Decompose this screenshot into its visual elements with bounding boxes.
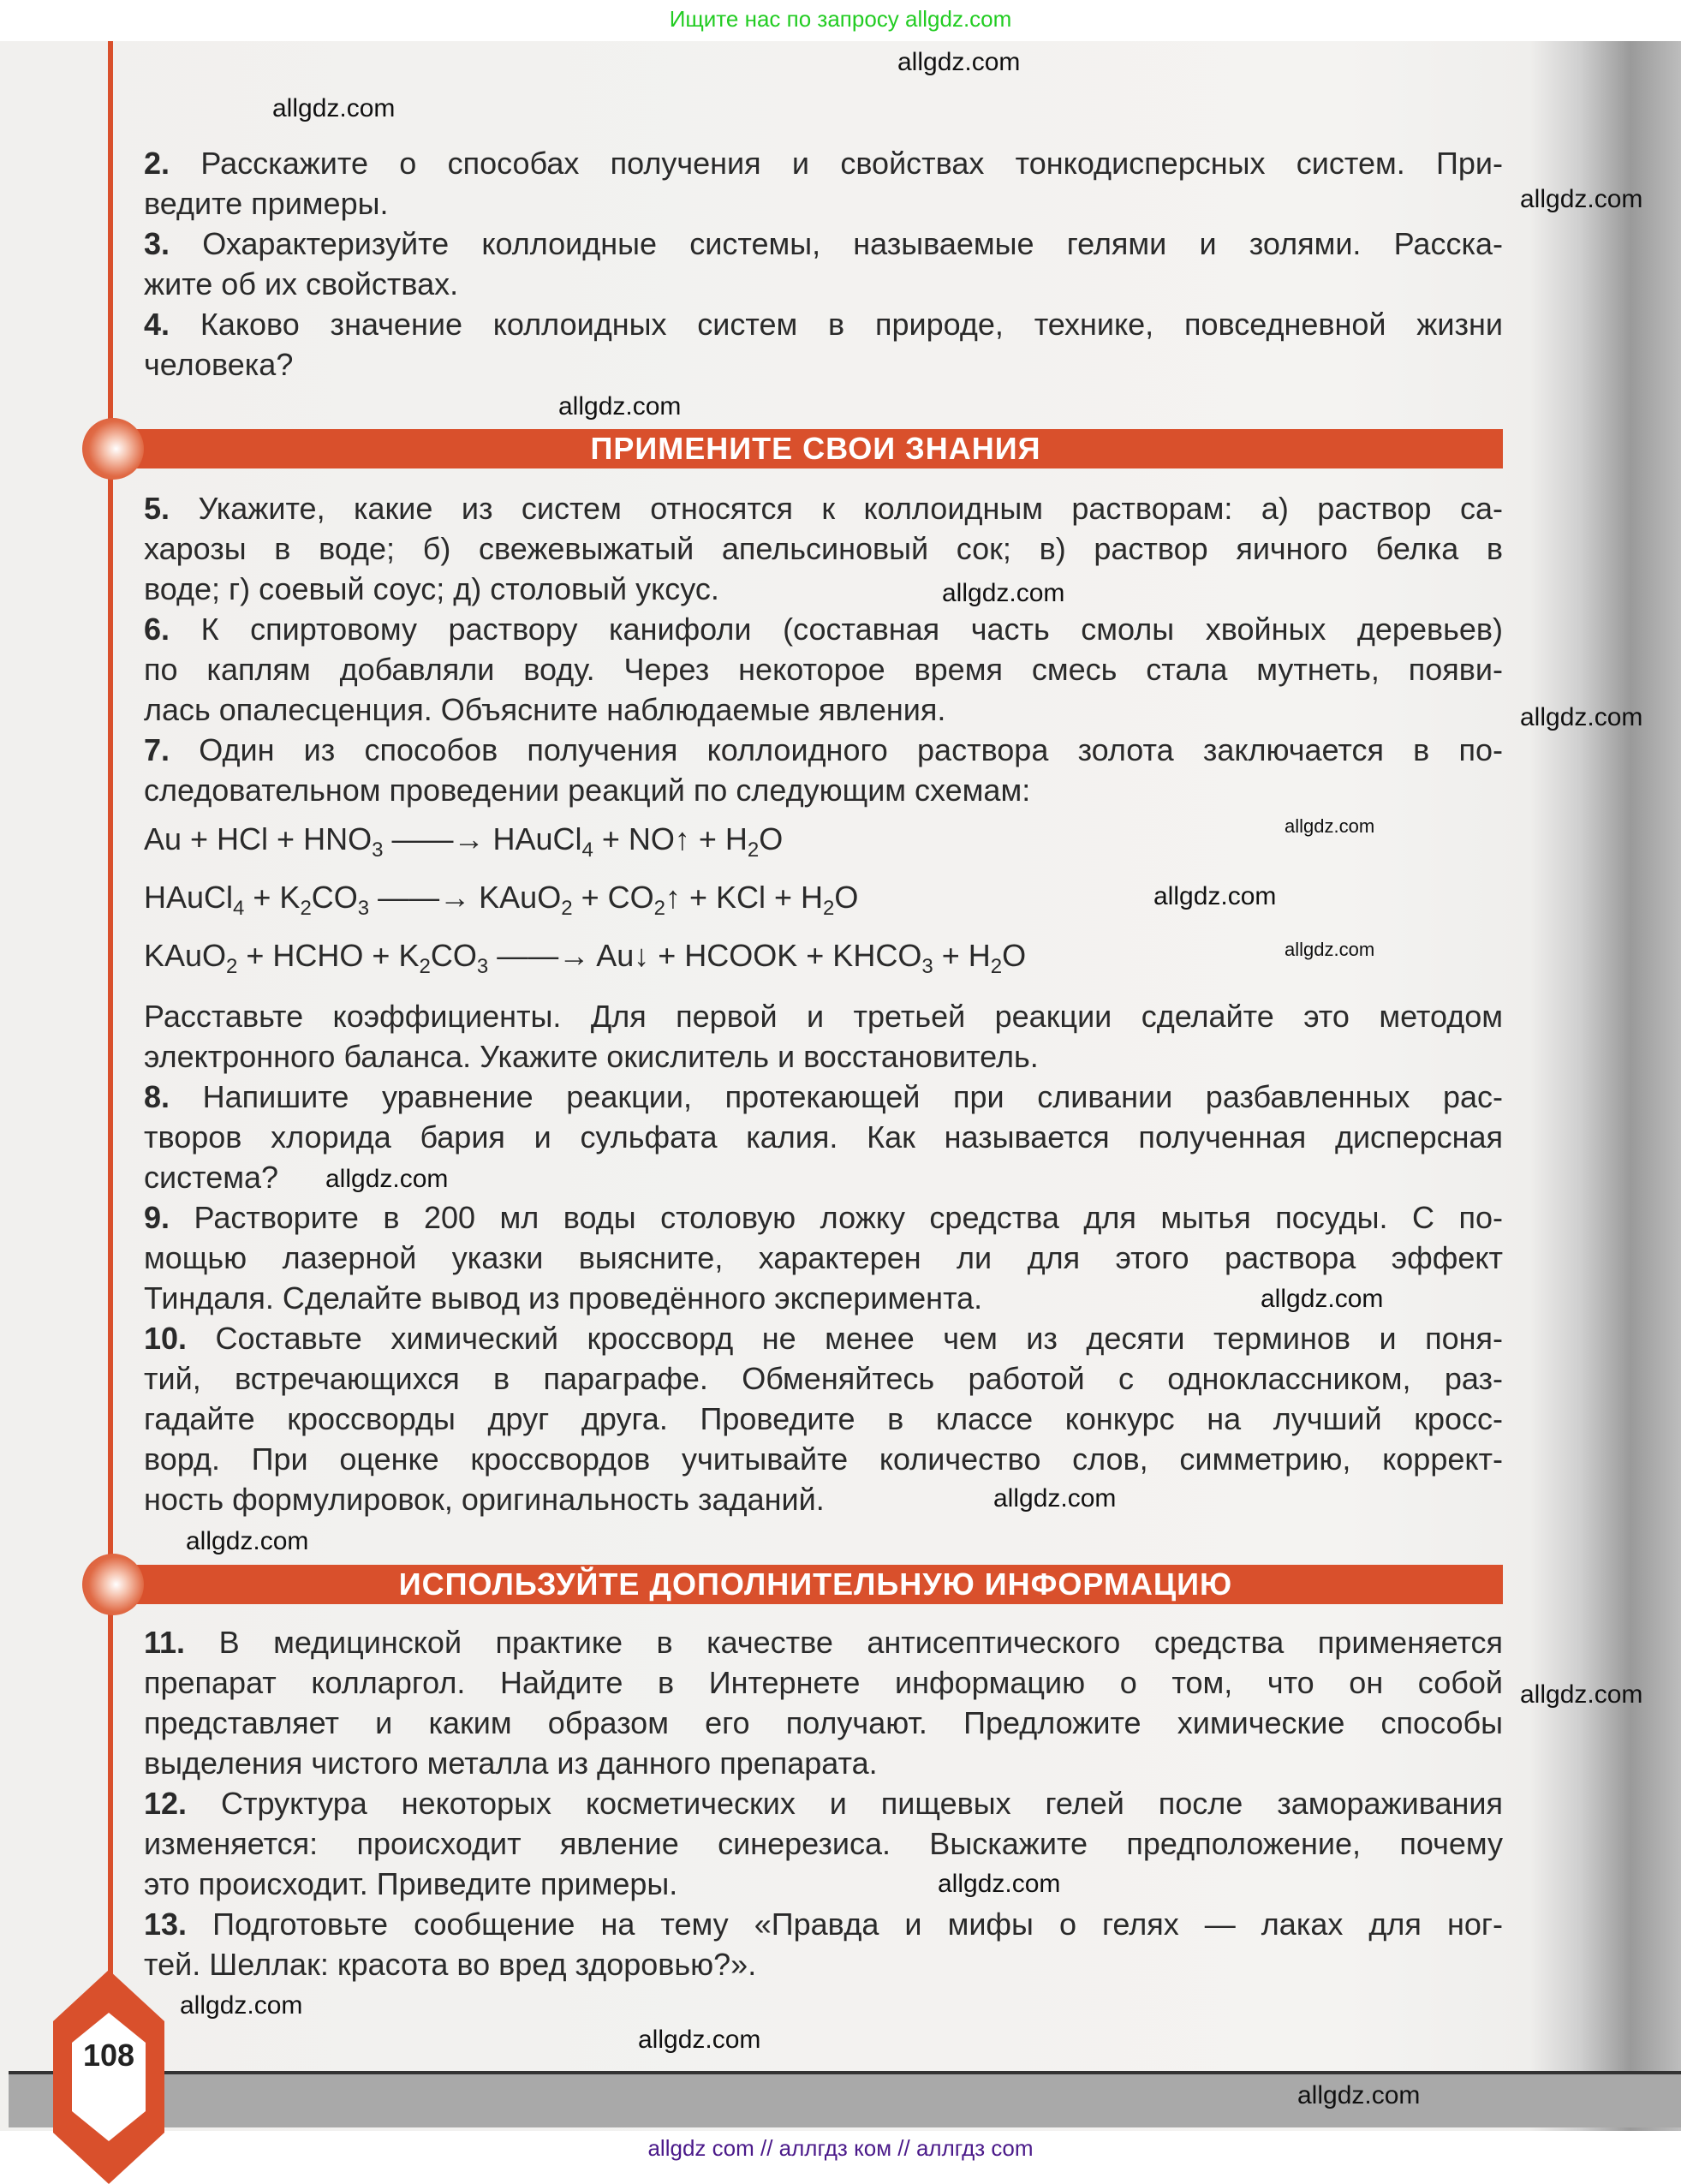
question-text: Укажите, какие из систем относятся к коллоидным растворам: а) раствор са- [198, 491, 1503, 526]
bullet-circle-icon [82, 418, 144, 480]
question-text: В медицинской практике в качестве антисептического средства применяется [218, 1625, 1503, 1660]
formula-part: ——→ KAuO [369, 880, 562, 915]
question-text: человека? [144, 347, 294, 382]
watermark: allgdz.com [1297, 2081, 1421, 2109]
question-text: электронного баланса. Укажите окислитель и восстановитель. [144, 1039, 1039, 1074]
watermark: allgdz.com [180, 1991, 303, 2020]
subscript: 2 [561, 897, 573, 920]
question-number: 9. [144, 1200, 170, 1235]
question-number: 7. [144, 732, 170, 767]
text-line [144, 1904, 1503, 1944]
formula-part: Au + HCl + HNO [144, 821, 373, 856]
text-line [144, 770, 1503, 810]
question-text: тей. Шеллак: красота во вред здоровью?». [144, 1947, 757, 1982]
question-text: система? [144, 1160, 279, 1195]
watermark: allgdz.com [1285, 939, 1375, 960]
formula-part: + K [244, 880, 301, 915]
subscript: 2 [419, 955, 431, 978]
subscript: 2 [990, 955, 1003, 978]
question-number: 2. [144, 146, 170, 181]
question-number: 3. [144, 226, 170, 261]
question-text: Каково значение коллоидных систем в природе, технике, повседневной жизни [200, 307, 1503, 342]
text-line [144, 488, 1503, 528]
question-text: Структура некоторых косметических и пищевых гелей после замораживания [220, 1786, 1503, 1821]
text-line [144, 1117, 1503, 1157]
question-text: Расставьте коэффициенты. Для первой и третьей реакции сделайте это методом [144, 999, 1503, 1034]
subscript: 2 [823, 897, 835, 920]
question-text: харозы в воде; б) свежевыжатый апельсиновый сок; в) раствор яичного белка в [144, 531, 1503, 566]
question-text: ведите примеры. [144, 186, 389, 221]
watermark: allgdz.com [1285, 815, 1375, 837]
question-text: это происходит. Приведите примеры. [144, 1866, 678, 1901]
watermark: allgdz.com [638, 2026, 761, 2054]
watermark: allgdz.com [1520, 185, 1643, 213]
question-text: Расскажите о способах получения и свойствах тонкодисперсных систем. При- [200, 146, 1503, 181]
question-text: изменяется: происходит явление синерезиса. Выскажите предположение, почему [144, 1826, 1503, 1861]
formula-part: + H [933, 938, 991, 973]
bullet-circle-icon [82, 1554, 144, 1615]
text-line [144, 1399, 1503, 1439]
formula-part: ——→ Au↓ + HCOOK + KHCO [488, 938, 922, 973]
page-content [144, 143, 1503, 1984]
question-text: представляет и каким образом его получают. Предложите химические способы [144, 1705, 1503, 1740]
question-text: Напишите уравнение реакции, протекающей при сливании разбавленных рас- [202, 1079, 1503, 1114]
formula-part: + NO↑ + H [593, 821, 748, 856]
questions-apply-cont [144, 996, 1503, 1519]
question-text: Подготовьте сообщение на тему «Правда и мифы о гелях — лаках для ног- [212, 1907, 1503, 1942]
question-number: 12. [144, 1786, 188, 1821]
text-line [144, 609, 1503, 649]
watermark: allgdz.com [942, 579, 1065, 607]
question-number: 5. [144, 491, 170, 526]
text-line [144, 1703, 1503, 1743]
chemical-equation [144, 868, 1503, 927]
question-text: жите об их свойствах. [144, 266, 459, 301]
margin-rule [108, 41, 113, 2037]
subscript: 4 [233, 897, 245, 920]
text-line [144, 649, 1503, 689]
text-line [144, 1743, 1503, 1783]
question-text: Составьте химический кроссворд не менее чем из десяти терминов и поня- [215, 1321, 1503, 1356]
section-header-extra [128, 1565, 1503, 1604]
watermark: allgdz.com [1153, 882, 1277, 910]
text-line [144, 1944, 1503, 1984]
formula-part: ↑ + KCl + H [665, 880, 824, 915]
question-text: тий, встречающихся в параграфе. Обменяйтесь работой с одноклассником, раз- [144, 1361, 1503, 1396]
question-text: ность формулировок, оригинальность заданий. [144, 1482, 825, 1517]
section-header-apply [128, 429, 1503, 468]
question-number: 13. [144, 1907, 188, 1942]
watermark: allgdz.com [325, 1165, 449, 1193]
subscript: 3 [372, 838, 384, 862]
question-text: выделения чистого металла из данного препарата. [144, 1745, 878, 1781]
formula-part: + HCHO + K [237, 938, 420, 973]
text-line [144, 1077, 1503, 1117]
question-text: гадайте кроссворды друг друга. Проведите в классе конкурс на лучший кросс- [144, 1401, 1503, 1436]
question-text: по каплям добавляли воду. Через некоторое время смесь стала мутнеть, появи- [144, 652, 1503, 687]
question-number: 4. [144, 307, 170, 342]
text-line [144, 1036, 1503, 1077]
text-line [144, 304, 1503, 344]
text-line [144, 1197, 1503, 1238]
subscript: 4 [581, 838, 593, 862]
question-text: следовательном проведении реакций по следующим схемам: [144, 773, 1031, 808]
questions-review [144, 143, 1503, 385]
question-number: 8. [144, 1079, 170, 1114]
question-text: творов хлорида бария и сульфата калия. Как называется полученная дисперсная [144, 1119, 1503, 1155]
question-text: Тиндаля. Сделайте вывод из проведённого эксперимента. [144, 1280, 983, 1316]
question-text: К спиртовому раствору канифоли (составная часть смолы хвойных деревьев) [200, 612, 1503, 647]
page-bottom-edge [9, 2071, 1681, 2127]
bottom-banner: allgdz com // аллгдз ком // аллгдз com [647, 2135, 1034, 2161]
text-line [144, 264, 1503, 304]
formula-part: ——→ HAuCl [383, 821, 582, 856]
question-text: мощью лазерной указки выясните, характерен ли для этого раствора эффект [144, 1240, 1503, 1275]
text-line [144, 344, 1503, 385]
subscript: 2 [747, 838, 760, 862]
text-line [144, 996, 1503, 1036]
formula-part: KAuO [144, 938, 227, 973]
question-number: 10. [144, 1321, 188, 1356]
text-line [144, 183, 1503, 224]
formula-part: CO [311, 880, 358, 915]
subscript: 2 [653, 897, 665, 920]
text-line [144, 1783, 1503, 1823]
text-line [144, 689, 1503, 730]
top-banner-text: Ищите нас по запросу allgdz.com [669, 6, 1012, 32]
text-line [144, 1823, 1503, 1864]
text-line [144, 143, 1503, 183]
watermark: allgdz.com [558, 392, 682, 421]
question-text: препарат колларгол. Найдите в Интернете информацию о том, что он собой [144, 1665, 1503, 1700]
section-title: ИСПОЛЬЗУЙТЕ ДОПОЛНИТЕЛЬНУЮ ИНФОРМАЦИЮ [398, 1566, 1233, 1602]
question-number: 11. [144, 1625, 186, 1660]
watermark: allgdz.com [186, 1527, 309, 1555]
text-line [144, 1662, 1503, 1703]
watermark: allgdz.com [993, 1484, 1117, 1513]
formula-part: O [1002, 938, 1027, 973]
section-title: ПРИМЕНИТЕ СВОИ ЗНАНИЯ [590, 431, 1041, 466]
questions-apply [144, 488, 1503, 810]
question-text: ворд. При оценке кроссвордов учитывайте количество слов, симметрию, коррект- [144, 1441, 1503, 1477]
subscript: 2 [226, 955, 238, 978]
question-text: Охарактеризуйте коллоидные системы, называемые гелями и золями. Расска- [202, 226, 1503, 261]
formula-part: HAuCl [144, 880, 234, 915]
subscript: 3 [357, 897, 370, 920]
text-line [144, 1622, 1503, 1662]
watermark: allgdz.com [272, 94, 396, 122]
question-text: воде; г) соевый соус; д) столовый уксус. [144, 571, 719, 606]
formula-part: O [759, 821, 784, 856]
watermark: allgdz.com [897, 48, 1021, 76]
text-line [144, 1358, 1503, 1399]
text-line [144, 1479, 1503, 1519]
subscript: 2 [300, 897, 312, 920]
watermark: allgdz.com [938, 1870, 1061, 1898]
question-text: лась опалесценция. Объясните наблюдаемые явления. [144, 692, 946, 727]
text-line [144, 1318, 1503, 1358]
text-line [144, 1864, 1503, 1904]
subscript: 3 [476, 955, 489, 978]
text-line [144, 730, 1503, 770]
page-number: 108 [82, 2038, 135, 2073]
top-banner [0, 0, 1681, 41]
subscript: 3 [921, 955, 933, 978]
formula-part: O [834, 880, 859, 915]
text-line [144, 1439, 1503, 1479]
text-line [144, 224, 1503, 264]
questions-extra [144, 1622, 1503, 1984]
watermark: allgdz.com [1261, 1285, 1384, 1313]
text-line [144, 569, 1503, 609]
formula-part: CO [430, 938, 477, 973]
question-text: Растворите в 200 мл воды столовую ложку средства для мытья посуды. С по- [194, 1200, 1503, 1235]
watermark: allgdz.com [1520, 1680, 1643, 1709]
text-line [144, 1238, 1503, 1278]
text-line [144, 528, 1503, 569]
question-number: 6. [144, 612, 170, 647]
watermark: allgdz.com [1520, 703, 1643, 731]
formula-part: + CO [572, 880, 654, 915]
question-text: Один из способов получения коллоидного раствора золота заключается в по- [199, 732, 1503, 767]
